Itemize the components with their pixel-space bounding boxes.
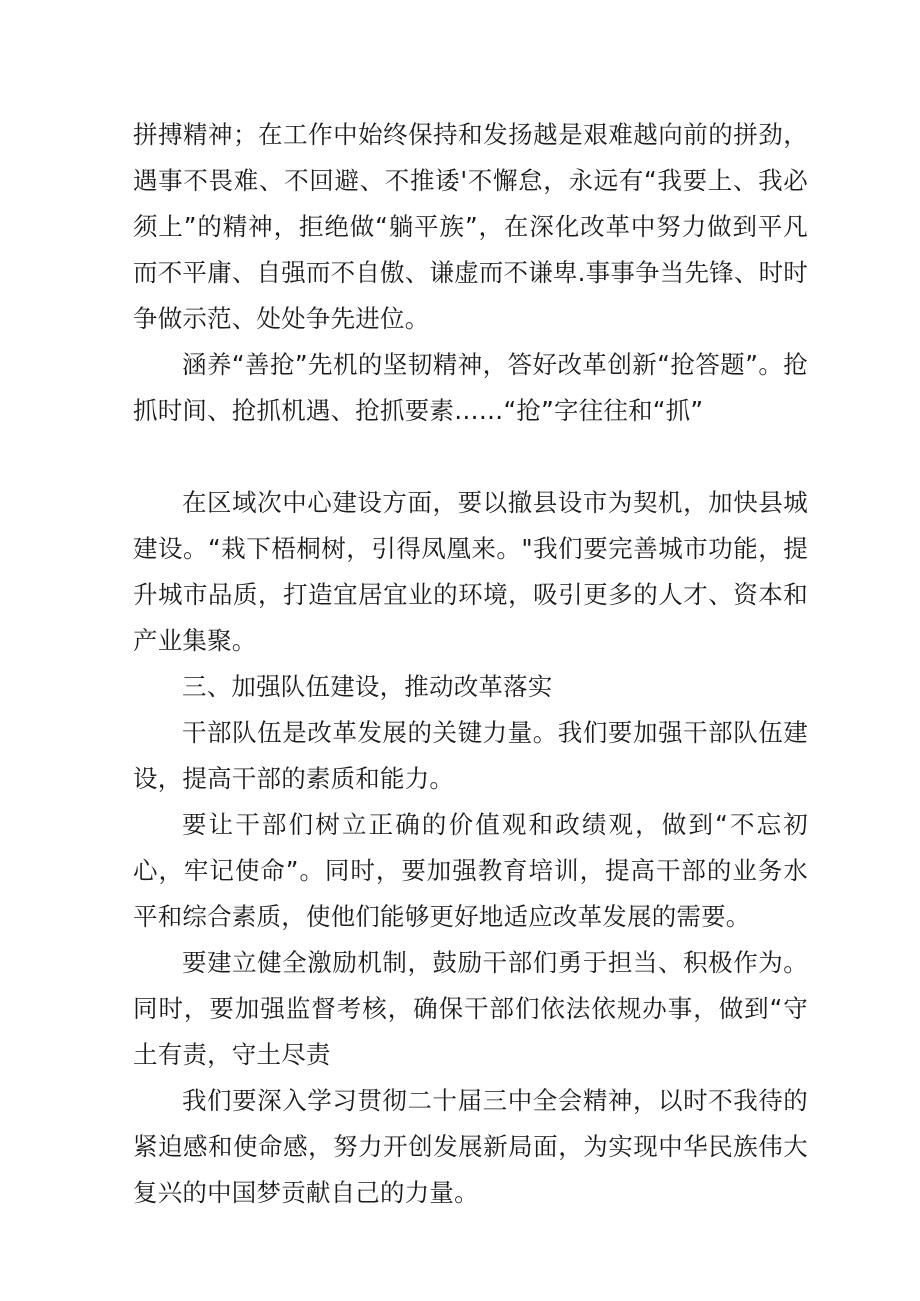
- paragraph-conclusion: 我们要深入学习贯彻二十届三中全会精神，以时不我待的紧迫感和使命感，努力开创发展新局面，为实现中华民族伟大复兴的中国梦贡献自己的力量。: [133, 1086, 808, 1207]
- paragraph-cadre-team: 干部队伍是改革发展的关键力量。我们要加强干部队伍建设，提高干部的素质和能力。: [133, 718, 808, 793]
- paragraph-incentives: 要建立健全激励机制，鼓励干部们勇于担当、积极作为。同时，要加强监督考核，确保干部们依法依规办事，做到“守土有责，守土尽责: [133, 948, 808, 1069]
- paragraph-continuation: 拼搏精神；在工作中始终保持和发扬越是艰难越向前的拼劲，遇事不畏难、不回避、不推诿'不懈怠，永远有“我要上、我必须上”的精神，拒绝做“躺平族”，在深化改革中努力做到平凡而不平庸、自强而不自傲、谦虚而不谦卑.事事争当先锋、时时争做示范、处处争先进位。: [133, 120, 808, 333]
- paragraph-regional-center: 在区域次中心建设方面，要以撤县设市为契机，加快县城建设。“栽下梧桐树，引得凤凰来。"我们要完善城市功能，提升城市品质，打造宜居宜业的环境，吸引更多的人才、资本和产业集聚。: [133, 488, 808, 655]
- document-body: [133, 112, 808, 1216]
- paragraph-gap: [133, 434, 808, 480]
- section-heading: 三、加强队伍建设，推动改革落实: [182, 672, 553, 701]
- paragraph-values: 要让干部们树立正确的价值观和政绩观，做到“不忘初心，牢记使命”。同时，要加强教育培训，提高干部的业务水平和综合素质，使他们能够更好地适应改革发展的需要。: [133, 810, 808, 931]
- paragraph-seize-opportunity: 涵养“善抢”先机的坚韧精神，答好改革创新“抢答题”。抢抓时间、抢抓机遇、抢抓要素……“抢”字往往和“抓”: [133, 350, 808, 425]
